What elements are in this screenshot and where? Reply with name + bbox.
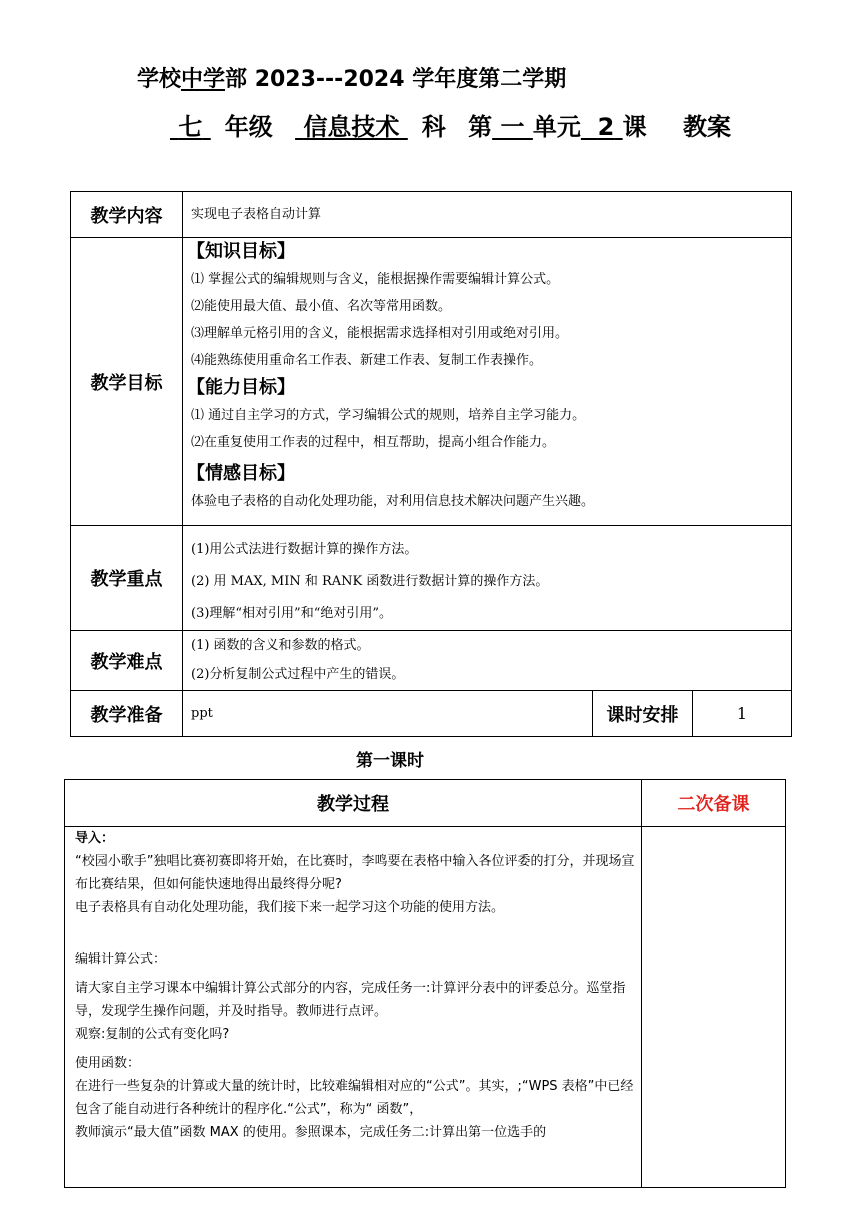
difficulty-item: (1) 函数的含义和参数的格式。 xyxy=(191,638,370,653)
ability-title: 【能力目标】 xyxy=(187,377,295,398)
key-item: (3)理解“相对引用”和“绝对引用”。 xyxy=(191,606,392,621)
content-value: 实现电子表格自动计算 xyxy=(183,192,792,238)
difficulty-label: 教学难点 xyxy=(71,631,183,691)
edit-paragraph: 请大家自主学习课本中编辑计算公式部分的内容，完成任务一:计算评分表中的评委总分。巡堂指导，发现学生操作问题，并及时指导。教师进行点评。 xyxy=(75,981,626,1019)
content-row xyxy=(71,192,792,238)
hours-label: 课时安排 xyxy=(593,691,693,737)
difficulty-cell xyxy=(183,631,792,691)
knowledge-item: ⑴ 掌握公式的编辑规则与含义，能根据操作需要编辑计算公式。 xyxy=(191,272,560,287)
prep-value: ppt xyxy=(183,691,593,737)
process-content xyxy=(65,827,642,1188)
unit-suffix: 单元 xyxy=(532,113,581,141)
subject-suffix: 科 xyxy=(421,113,446,141)
difficulty-item: (2)分析复制公式过程中产生的错误。 xyxy=(191,667,405,682)
goals-row xyxy=(71,238,792,526)
key-cell xyxy=(183,526,792,631)
process-header-row xyxy=(65,780,786,827)
ability-item: ⑵在重复使用工作表的过程中，相互帮助，提高小组合作能力。 xyxy=(191,435,556,450)
key-item: (2) 用 MAX, MIN 和 RANK 函数进行数据计算的操作方法。 xyxy=(191,574,549,589)
lesson-info-table xyxy=(70,191,792,737)
process-table xyxy=(64,779,786,1188)
edit-paragraph: 观察:复制的公式有变化吗? xyxy=(75,1027,230,1042)
grade-suffix: 年级 xyxy=(224,113,273,141)
key-row xyxy=(71,526,792,631)
doc-type: 教案 xyxy=(683,113,732,141)
unit-value: 一 xyxy=(500,113,525,141)
func-paragraph: 教师演示“最大值”函数 MAX 的使用。参照课本，完成任务二:计算出第一位选手的 xyxy=(75,1125,547,1140)
knowledge-item: ⑷能熟练使用重命名工作表、新建工作表、复制工作表操作。 xyxy=(191,353,543,368)
goals-label: 教学目标 xyxy=(71,238,183,526)
lesson-value: 2 xyxy=(597,113,615,141)
prep-row xyxy=(71,691,792,737)
goals-cell xyxy=(183,238,792,526)
subject-value: 信息技术 xyxy=(303,113,400,141)
knowledge-title: 【知识目标】 xyxy=(187,241,295,262)
content-label: 教学内容 xyxy=(71,192,183,238)
intro-title: 导入： xyxy=(75,831,115,846)
difficulty-row xyxy=(71,631,792,691)
second-prep-cell xyxy=(642,827,786,1188)
process-body-row xyxy=(65,827,786,1188)
key-label: 教学重点 xyxy=(71,526,183,631)
term-text: 部 2023---2024 学年度第二学期 xyxy=(225,67,567,92)
intro-paragraph: 电子表格具有自动化处理功能，我们接下来一起学习这个功能的使用方法。 xyxy=(75,900,505,915)
unit-prefix: 第 xyxy=(468,113,493,141)
edit-title: 编辑计算公式： xyxy=(75,952,167,967)
prep-label: 教学准备 xyxy=(71,691,183,737)
lesson-suffix: 课 xyxy=(622,113,647,141)
header-line-1 xyxy=(137,62,566,93)
knowledge-item: ⑶理解单元格引用的含义，能根据需求选择相对引用或绝对引用。 xyxy=(191,326,569,341)
func-title: 使用函数： xyxy=(75,1056,141,1071)
hours-value: 1 xyxy=(693,691,792,737)
key-item: (1)用公式法进行数据计算的操作方法。 xyxy=(191,542,418,557)
ability-item: ⑴ 通过自主学习的方式，学习编辑公式的规则，培养自主学习能力。 xyxy=(191,408,586,423)
knowledge-item: ⑵能使用最大值、最小值、名次等常用函数。 xyxy=(191,299,452,314)
grade-value: 七 xyxy=(178,113,203,141)
session-subtitle: 第一课时 xyxy=(356,751,424,771)
second-prep-header: 二次备课 xyxy=(642,780,786,827)
header-line-2 xyxy=(170,107,745,142)
process-header: 教学过程 xyxy=(65,780,642,827)
school-label: 学校 xyxy=(137,67,182,92)
school-name: 中学 xyxy=(181,67,226,92)
intro-paragraph: “校园小歌手”独唱比赛初赛即将开始，在比赛时，李鸣要在表格中输入各位评委的打分，并现场宣布比赛结果，但如何能快速地得出最终得分呢? xyxy=(75,854,635,892)
func-paragraph: 在进行一些复杂的计算或大量的统计时，比较难编辑相对应的“公式”。其实，;“WPS 表格”中已经包含了能自动进行各种统计的程序化.“公式”，称为“ 函数”， xyxy=(75,1079,634,1117)
emotion-title: 【情感目标】 xyxy=(187,463,295,484)
emotion-item: 体验电子表格的自动化处理功能，对利用信息技术解决问题产生兴趣。 xyxy=(191,494,595,509)
